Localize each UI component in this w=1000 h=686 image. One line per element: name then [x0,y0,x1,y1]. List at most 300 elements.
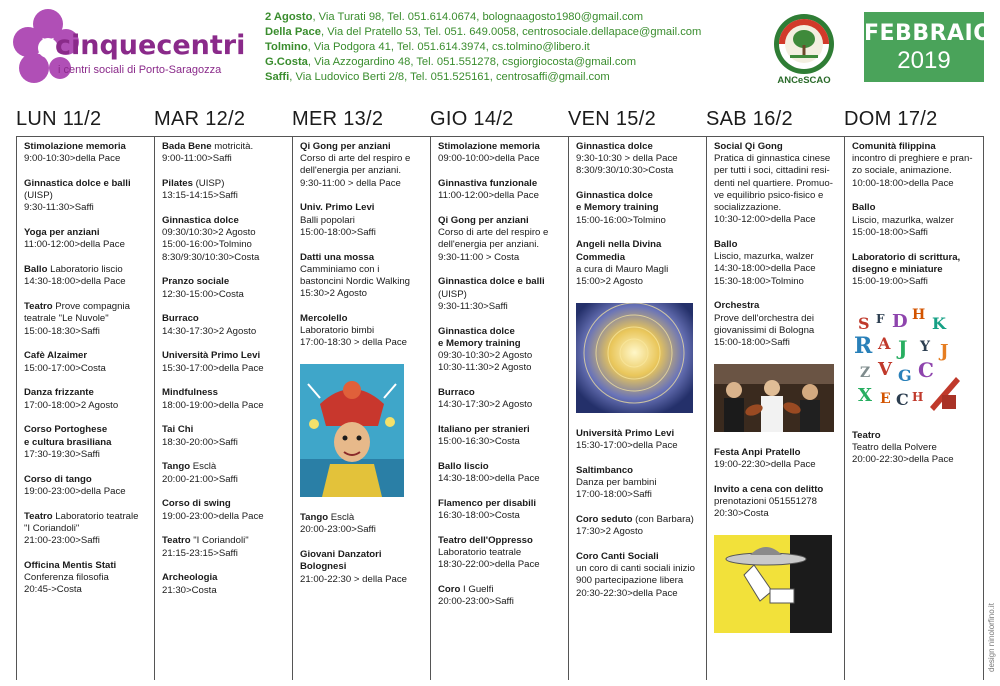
svg-text:H: H [912,389,924,404]
event-detail: 19:00-22:30>della Pace [714,459,816,471]
dinner-illustration [714,535,832,633]
event-title-line [438,424,568,436]
event-title-line [714,239,844,251]
event-title-line [300,202,430,214]
event-detail: 15:30-18:00>Tolmino [714,275,804,287]
event-detail: Liscio, mazurka, walzer [714,251,814,263]
event-detail: 15:00-16:00>Tolmino [576,214,666,226]
event-title-line [714,141,844,153]
event-detail: prenotazioni 051551278 [714,496,817,508]
event-title-line [576,428,706,440]
ancescao-label: ANCeSCAO [777,75,831,86]
event-detail: teatrale "Le Nuvole" [24,313,109,325]
event-detail: 15:00-18:00>Saffi [714,337,790,349]
event-title-line [162,141,292,153]
event-detail: (UISP) [24,190,53,202]
event-title-cont: e Memory training [438,337,521,349]
event-title-line [24,511,154,523]
center-info: , Via Azzogardino 48, Tel. 051.551278, csgiorgiocosta@gmail.com [307,56,637,69]
event-title-line [438,535,568,547]
event-title: Cafè Alzaimer [24,350,88,362]
event-title: Mindfulness [162,387,218,399]
event-detail: 14:30-18:00>della Pace [24,276,126,288]
event-title-cont: Commedia [576,251,626,263]
event-item [162,178,292,202]
event-detail: zo sociale, animazione. [852,165,952,177]
event-item [300,549,430,586]
day-column [706,108,844,680]
event-title-line [714,484,844,496]
event-title: Mercolello [300,313,348,325]
event-detail: 9:30-11:00 > Costa [438,251,520,263]
event-item [438,215,568,264]
center-name: 2 Agosto [265,11,313,23]
event-detail: 21:00-23:00>Saffi [24,535,100,547]
event-title: Stimolazione memoria [24,141,126,152]
event-item [576,141,706,178]
event-title: Ginnastica dolce e balli [24,178,131,189]
event-detail: 19:00-23:00>della Pace [162,510,264,522]
event-title-line [24,350,154,362]
event-title-line [24,227,154,239]
svg-text:E: E [880,390,891,407]
event-title-line [852,252,983,264]
event-item [162,424,292,448]
day-header: GIO 14/2 [430,108,514,130]
center-line [265,70,770,85]
event-note: (con Barbara) [632,514,694,526]
day-column [844,108,984,680]
event-title-line [24,264,154,276]
event-detail: socializzazione. [714,202,782,214]
event-title-line [438,584,568,596]
org-name: cinquecentri [55,30,246,61]
event-detail: 9:30-11:30>Saffi [24,202,94,214]
event-title-line [438,276,568,288]
event-item [162,498,292,522]
event-item [24,424,154,461]
event-item [300,512,430,536]
event-detail: 15:00-19:00>Saffi [852,276,928,288]
svg-text:X: X [858,384,872,406]
event-detail: 20:00-23:00>Saffi [300,524,376,536]
event-item [300,202,430,239]
event-detail: 14:30-18:00>della Pace [714,263,816,275]
svg-text:C: C [918,357,934,382]
day-column [568,108,706,680]
event-detail: Laboratorio teatrale [438,547,522,559]
event-title-line [24,141,154,153]
event-item [438,326,568,375]
day-header: LUN 11/2 [16,108,102,130]
event-title: Invito a cena con delitto [714,483,824,495]
event-title-line [438,141,568,153]
event-detail: ve equilibrio psico-fisico e [714,189,824,201]
event-detail: Corso di arte del respiro e [438,227,549,239]
event-title: Università Primo Levi [576,427,675,439]
ancescao-logo-icon [770,12,838,76]
event-title-line [162,572,292,584]
event-title-line [576,239,706,251]
event-note: I Guelfi [460,584,494,596]
event-title-line [576,465,706,477]
event-item [162,535,292,559]
event-note: Esclà [328,512,355,524]
event-detail: 09:00-10:00>della Pace [438,153,540,165]
event-title: Burraco [162,313,199,325]
day-events [292,136,430,680]
event-title: Univ. Primo Levi [300,202,375,214]
event-item [162,313,292,337]
event-detail: 13:15-14:15>Saffi [162,190,238,202]
event-detail: bastoncini Nordic Walking [300,276,411,288]
svg-text:H: H [912,306,926,323]
event-title-line [852,202,983,214]
event-item [714,300,844,349]
svg-text:V: V [878,358,892,380]
event-title: Tai Chi [162,424,194,436]
event-title-line [714,447,844,459]
svg-text:D: D [892,310,908,332]
event-detail: 21:30>Costa [162,584,217,596]
svg-text:J: J [898,335,908,360]
event-detail: 20:00-23:00>Saffi [438,596,514,608]
event-detail: 9:30-11:30>Saffi [438,300,508,312]
event-detail: (UISP) [438,288,467,300]
event-title: Ballo [714,239,738,251]
event-title: Teatro [162,535,191,547]
event-item [714,484,844,521]
event-item [162,350,292,374]
event-detail: incontro di preghiere e pran- [852,153,973,165]
day-column [430,108,568,680]
svg-text:Y: Y [920,338,930,355]
event-title: Teatro [24,301,53,313]
event-title: Ginnastica dolce [576,190,653,202]
event-title: Burraco [438,387,475,399]
event-title-line [162,313,292,325]
event-detail: 11:00-12:00>della Pace [438,190,539,202]
event-detail: 19:00-23:00>della Pace [24,485,126,497]
event-title: Danza frizzante [24,387,94,399]
day-events [568,136,706,680]
center-line [265,10,770,25]
event-detail: denti nel quartiere. Promuo- [714,177,833,189]
org-subtitle: i centri sociali di Porto-Saragozza [58,64,222,76]
day-events [844,136,984,680]
event-detail: Balli popolari [300,214,355,226]
event-detail: 20:00-22:30>della Pace [852,454,954,466]
event-title-line [162,178,292,190]
design-credit: design ninolorfino.it [987,603,996,672]
event-item [576,239,706,288]
event-detail: 900 partecipazione libera [576,575,684,587]
event-item [438,498,568,522]
event-title-line [438,178,568,190]
painting-illustration [300,364,404,497]
day-header: DOM 17/2 [844,108,938,130]
event-detail: 17:00-18:00>2 Agosto [24,399,119,411]
event-title-cont: Bolognesi [300,561,347,573]
event-detail: un coro di canti sociali inizio [576,563,695,575]
event-item [300,313,430,350]
month-name: FEBBRAIO [864,21,993,46]
event-note: motricità. [211,141,254,152]
event-title-line [300,141,430,153]
event-item [24,264,154,288]
event-detail: a cura di Mauro Magli [576,263,669,275]
event-item [714,447,844,471]
event-item [24,350,154,374]
event-detail: 17:00-18:00>Saffi [576,489,652,501]
centers-list [265,10,770,85]
event-detail: 16:30-18:00>Costa [438,510,520,522]
event-title-line [438,326,568,338]
event-title: Teatro [852,429,881,441]
event-item [162,387,292,411]
center-info: , Via Turati 98, Tel. 051.614.0674, bolognaagosto1980@gmail.com [312,11,644,23]
event-title-line [24,301,154,313]
event-detail: 21:15-23:15>Saffi [162,547,238,559]
event-detail: Pratica di ginnastica cinese [714,153,831,165]
event-note: "I Coriandoli" [190,535,249,547]
event-title: Bada Bene [162,141,212,152]
orchestra-photo [714,364,834,432]
event-item [162,276,292,300]
event-title-line [852,141,983,153]
event-title-line [162,535,292,547]
svg-text:S: S [858,313,870,333]
event-detail: 15:00-16:30>Costa [438,436,520,448]
event-title: Coro Canti Sociali [576,551,659,563]
event-detail: 20:30-22:30>della Pace [576,587,678,599]
day-header: MER 13/2 [292,108,384,130]
event-item [24,387,154,411]
letters-illustration [852,303,964,415]
event-item [438,141,568,165]
event-detail: 14:30-18:00>della Pace [438,473,540,485]
ancescao-badge [770,12,838,92]
event-title: Pranzo sociale [162,276,230,288]
event-item [24,474,154,498]
event-title-line [24,560,154,572]
event-detail: 15:30-17:00>della Pace [576,440,678,452]
event-title: Corso di swing [162,498,231,510]
event-item [24,301,154,338]
event-item [852,430,983,467]
day-column [292,108,430,680]
event-title: Ginnastiva funzionale [438,178,538,189]
event-item [24,141,154,165]
event-title-line [300,313,430,325]
event-title-line [162,350,292,362]
event-title-line [24,424,154,436]
week-calendar [16,108,984,680]
event-item [852,252,983,289]
event-title: Officina Mentis Stati [24,559,117,571]
center-name: Saffi [265,71,290,84]
event-item [852,202,983,239]
event-title: Università Primo Levi [162,350,261,362]
event-detail: Liscio, mazurlka, walzer [852,214,954,226]
event-detail: 8:30/9:30/10:30>Costa [576,165,674,177]
event-detail: Danza per bambini [576,477,657,489]
event-title: Ginnastica dolce [438,325,515,337]
event-detail: 17:30-19:30>Saffi [24,448,100,460]
svg-text:A: A [878,333,891,353]
event-title-line [852,430,983,442]
event-detail: "I Coriandoli" [24,522,80,534]
day-events [706,136,844,680]
event-title-line [438,498,568,510]
event-item [24,178,154,215]
svg-text:R: R [854,332,873,359]
event-detail: 20:30>Costa [714,508,769,520]
event-note: (UISP) [192,178,225,189]
event-title-line [300,549,430,561]
event-detail: Corso di arte del respiro e [300,153,411,165]
event-detail: 9:00-11:00>Saffi [162,153,232,165]
event-item [714,141,844,226]
org-logo [8,2,258,94]
event-title: Angeli nella Divina [576,239,662,251]
event-detail: Laboratorio bimbi [300,325,375,337]
event-title: Corso Portoghese [24,424,108,436]
event-title-line [162,498,292,510]
svg-text:C: C [896,389,909,409]
event-detail: 10:00-18:00>della Pace [852,177,954,189]
event-detail: 15:00-16:00>Tolmino [162,239,252,251]
center-line [265,55,770,70]
event-title: Archeologia [162,572,218,584]
event-title-line [162,461,292,473]
event-item [24,511,154,548]
event-title: Ballo liscio [438,461,489,473]
event-item [576,551,706,600]
event-title: Italiano per stranieri [438,424,530,436]
event-title-line [438,387,568,399]
event-item [24,560,154,597]
center-name: G.Costa [265,56,308,69]
day-column [154,108,292,680]
event-title-line [576,551,706,563]
event-detail: Camminiamo con i [300,263,380,275]
event-title: Coro seduto [576,514,633,526]
event-detail: 15:30>2 Agosto [300,288,367,300]
event-title-line [576,190,706,202]
event-item [576,514,706,538]
event-note: Laboratorio liscio [47,264,123,276]
event-item [438,461,568,485]
event-item [162,572,292,596]
event-title-line [300,252,430,264]
event-title: Ballo [24,264,48,276]
event-detail: 09:30-10:30>2 Agosto [438,350,533,362]
event-title-line [438,461,568,473]
center-name: Della Pace [265,26,321,39]
event-detail: per tutti i soci, cittadini resi- [714,165,830,177]
event-detail: 20:45->Costa [24,584,82,596]
event-detail: 17:00-18:30 > della Pace [300,337,407,349]
event-title: Teatro [24,510,53,522]
center-line [265,25,770,40]
event-item [576,190,706,227]
center-name: Tolmino [265,41,308,54]
day-events [16,136,154,680]
month-year: 2019 [897,47,951,74]
event-title-line [576,141,706,153]
event-item [438,276,568,313]
event-title-line [24,474,154,486]
svg-text:G: G [898,365,912,385]
svg-text:Z: Z [860,364,871,381]
center-line [265,40,770,55]
event-detail: 15:00-18:00>Saffi [852,226,928,238]
event-item [576,428,706,452]
event-detail: 11:00-12:00>della Pace [24,239,125,251]
event-title: Ginnastica dolce [576,141,653,152]
event-item [438,387,568,411]
event-title: Ginnastica dolce e balli [438,276,545,288]
day-events [430,136,568,680]
event-title-line [576,514,706,526]
event-title-line [300,512,430,524]
event-detail: 9:30-11:00 > della Pace [300,177,401,189]
event-item [24,227,154,251]
event-title: Festa Anpi Pratello [714,446,801,458]
event-detail: Teatro della Polvere [852,442,937,454]
event-detail: Prove dell'orchestra dei [714,312,814,324]
event-title: Stimolazione memoria [438,141,540,152]
event-title-line [162,424,292,436]
event-title: Ginnastica dolce [162,215,239,226]
event-title: Coro [438,584,461,596]
day-header: MAR 12/2 [154,108,246,130]
event-item [714,239,844,288]
event-detail: 18:30-22:00>della Pace [438,559,540,571]
day-header: VEN 15/2 [568,108,657,130]
event-title: Ballo [852,202,876,214]
event-title: Corso di tango [24,473,92,485]
event-title: Orchestra [714,300,760,312]
event-title: Qi Gong per anziani [438,215,529,226]
center-info: , Via Ludovico Berti 2/8, Tel. 051.525161, centrosaffi@gmail.com [289,71,610,84]
event-detail: 10:30-12:00>della Pace [714,214,816,226]
event-item [438,424,568,448]
event-title: Laboratorio di scrittura, [852,251,961,263]
event-title: Comunità filippina [852,141,936,152]
event-title-line [438,215,568,227]
event-detail: 9:30-10:30 > della Pace [576,153,678,165]
month-box [864,12,993,82]
svg-text:J: J [940,340,949,362]
event-item [438,584,568,608]
event-detail: 09:30/10:30>2 Agosto [162,227,256,239]
event-item [300,252,430,301]
event-title: Datti una mossa [300,251,375,263]
event-item [162,461,292,485]
event-detail: 17:30>2 Agosto [576,526,643,538]
divine-comedy-illustration [576,303,693,413]
event-note: Prove compagnia [52,301,130,313]
event-title-line [162,215,292,227]
event-item [438,535,568,572]
event-item [162,141,292,165]
event-title: Flamenco per disabili [438,498,537,510]
event-detail: 18:30-20:00>Saffi [162,436,238,448]
event-title: Tango [162,461,191,473]
event-detail: 15:00-17:00>Costa [24,362,106,374]
